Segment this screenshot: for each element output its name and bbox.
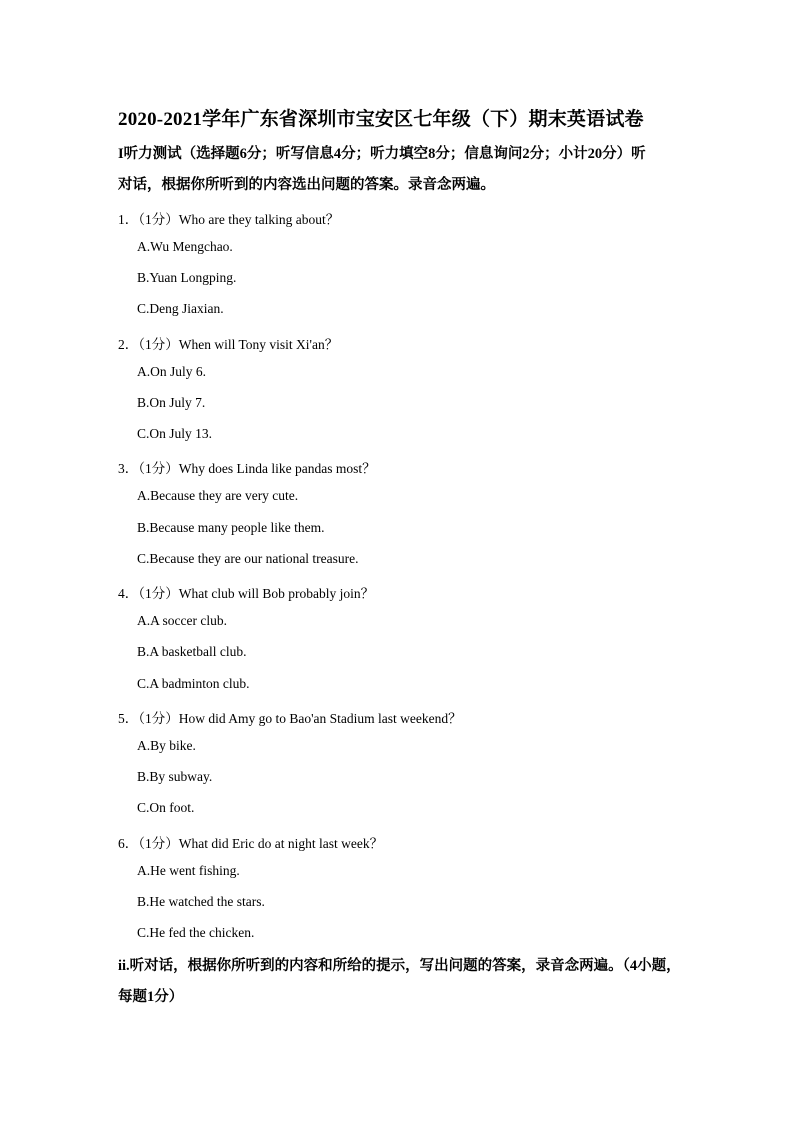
question-4-option-c: C.A badminton club. <box>137 676 250 691</box>
question-1-option-c: C.Deng Jiaxian. <box>137 301 224 316</box>
section-1-heading-line-1: I听力测试（选择题6分；听写信息4分；听力填空8分；信息询问2分；小计20分）听 <box>118 146 646 162</box>
question-2-option-a: A.On July 6. <box>137 364 207 379</box>
question-5-option-c: C.On foot. <box>137 800 195 815</box>
question-3: 3．（1分）Why does Linda like pandas most？ <box>118 461 376 476</box>
section-2-heading-line-2: 每题1分） <box>118 989 184 1005</box>
question-4-option-b: B.A basketball club. <box>137 644 247 659</box>
question-2: 2．（1分）When will Tony visit Xi'an？ <box>118 337 339 352</box>
question-6-option-b: B.He watched the stars. <box>137 894 265 909</box>
section-2-heading <box>118 951 688 1013</box>
section-2-heading-line-1: ii.听对话，根据你所听到的内容和所给的提示，写出问题的答案，录音念两遍。（4小题， <box>118 958 681 974</box>
question-1: 1．（1分）Who are they talking about？ <box>118 212 340 227</box>
question-1-option-b: B.Yuan Longping. <box>137 270 237 285</box>
question-3-option-c: C.Because they are our national treasure. <box>137 551 359 566</box>
question-4-option-a: A.A soccer club. <box>137 613 227 628</box>
question-3-option-b: B.Because many people like them. <box>137 520 325 535</box>
question-1-option-a: A.Wu Mengchao. <box>137 239 233 254</box>
question-5-option-a: A.By bike. <box>137 738 196 753</box>
question-4: 4．（1分）What club will Bob probably join？ <box>118 586 375 601</box>
exam-title: 2020-2021学年广东省深圳市宝安区七年级（下）期末英语试卷 <box>118 109 644 130</box>
question-6: 6．（1分）What did Eric do at night last week？ <box>118 836 384 851</box>
question-6-option-c: C.He fed the chicken. <box>137 925 255 940</box>
question-2-option-b: B.On July 7. <box>137 395 206 410</box>
question-6-option-a: A.He went fishing. <box>137 863 240 878</box>
question-3-option-a: A.Because they are very cute. <box>137 488 299 503</box>
question-5-option-b: B.By subway. <box>137 769 213 784</box>
section-1-heading-line-2: 对话，根据你所听到的内容选出问题的答案。录音念两遍。 <box>118 177 495 193</box>
question-5: 5．（1分）How did Amy go to Bao'an Stadium last weekend？ <box>118 711 462 726</box>
section-1-heading <box>118 139 688 201</box>
question-2-option-c: C.On July 13. <box>137 426 213 441</box>
